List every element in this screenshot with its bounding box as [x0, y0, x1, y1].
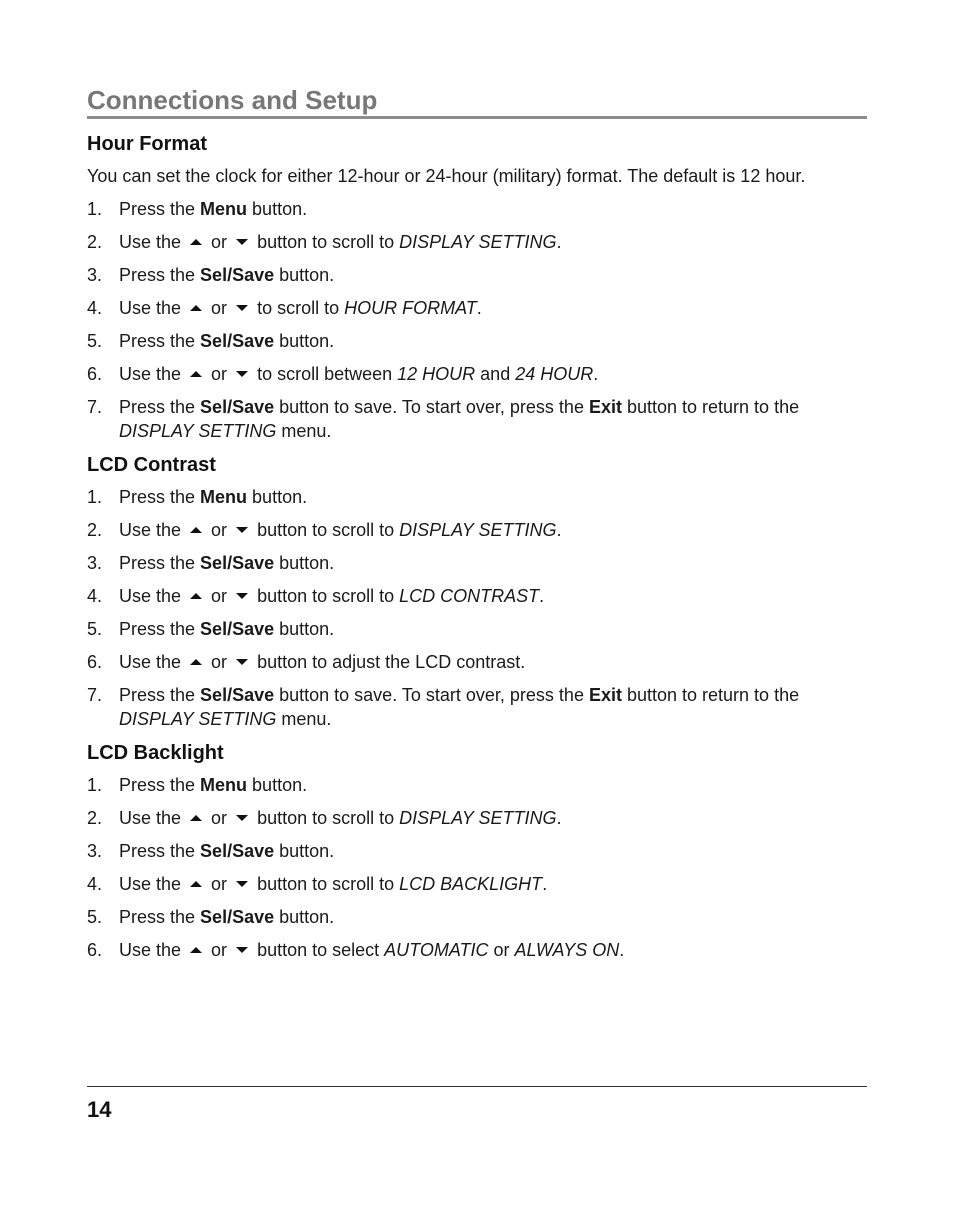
step-number: 6. [87, 652, 103, 672]
steps-list [87, 197, 867, 443]
step-item [87, 197, 867, 221]
text: Use the [119, 364, 182, 384]
text: Press the [119, 331, 201, 351]
chapter-title: Connections and Setup [87, 85, 378, 115]
intro-paragraph: You can set the clock for either 12-hour or 24-hour (military) format. The default is 12 hour. [87, 166, 806, 186]
down-triangle-icon [236, 305, 248, 311]
text: Press the [119, 841, 201, 861]
text: button. [274, 619, 335, 639]
step-text [119, 263, 867, 287]
text: button to return to the [621, 397, 800, 417]
menu-option: ALWAYS ON [514, 940, 620, 960]
text: or [211, 520, 228, 540]
button-name: Sel/Save [200, 907, 275, 927]
text: . [476, 298, 482, 318]
section-hour-format [87, 131, 867, 443]
menu-option: AUTOMATIC [384, 940, 489, 960]
text: Press the [119, 265, 201, 285]
up-triangle-icon [190, 593, 202, 599]
menu-name: DISPLAY SETTING [399, 808, 557, 828]
text: . [556, 808, 562, 828]
menu-name: LCD CONTRAST [399, 586, 540, 606]
up-triangle-icon [190, 527, 202, 533]
text: Use the [119, 520, 182, 540]
step-number: 4. [87, 874, 103, 894]
step-item [87, 395, 867, 443]
down-triangle-icon [236, 239, 248, 245]
step-text [119, 296, 867, 320]
section-heading: Hour Format [87, 133, 207, 155]
step-text [119, 938, 867, 962]
button-name: Sel/Save [200, 331, 275, 351]
down-triangle-icon [236, 815, 248, 821]
down-triangle-icon [236, 881, 248, 887]
text: button to return to the [621, 685, 800, 705]
text: button to scroll to [257, 808, 400, 828]
step-text [119, 617, 867, 641]
step-item [87, 806, 867, 830]
button-name: Sel/Save [200, 553, 275, 573]
menu-name: DISPLAY SETTING [119, 421, 277, 441]
text: . [539, 586, 545, 606]
text: Press the [119, 907, 201, 927]
text: Use the [119, 298, 182, 318]
step-item [87, 905, 867, 929]
text: Press the [119, 775, 201, 795]
up-triangle-icon [190, 815, 202, 821]
text: button to scroll to [257, 232, 400, 252]
footer-rule [87, 1086, 867, 1087]
up-triangle-icon [190, 305, 202, 311]
down-triangle-icon [236, 371, 248, 377]
menu-name: LCD BACKLIGHT [399, 874, 543, 894]
text: or [211, 874, 228, 894]
step-text [119, 872, 867, 896]
button-name: Menu [200, 775, 248, 795]
step-item [87, 329, 867, 353]
step-text [119, 518, 867, 542]
text: button. [247, 199, 308, 219]
text: button to save. To start over, press the [274, 397, 589, 417]
down-triangle-icon [236, 527, 248, 533]
menu-name: DISPLAY SETTING [399, 520, 557, 540]
text: or [211, 364, 228, 384]
button-name: Sel/Save [200, 841, 275, 861]
section-lcd-contrast [87, 452, 867, 731]
button-name: Menu [200, 487, 248, 507]
text: button to select [257, 940, 385, 960]
section-heading: LCD Backlight [87, 742, 224, 764]
steps-list [87, 773, 867, 962]
text: button. [274, 841, 335, 861]
text: or [211, 652, 228, 672]
text: Press the [119, 487, 201, 507]
step-item [87, 773, 867, 797]
step-text [119, 773, 867, 797]
up-triangle-icon [190, 659, 202, 665]
text: button. [274, 553, 335, 573]
step-text [119, 329, 867, 353]
step-item [87, 485, 867, 509]
text: Use the [119, 652, 182, 672]
chapter-rule [87, 116, 867, 119]
text: or [211, 586, 228, 606]
step-text [119, 197, 867, 221]
button-name: Exit [588, 397, 622, 417]
button-name: Sel/Save [200, 265, 275, 285]
menu-name: DISPLAY SETTING [119, 709, 277, 729]
step-text [119, 839, 867, 863]
text: Press the [119, 553, 201, 573]
section-heading: LCD Contrast [87, 454, 216, 476]
text: and [475, 364, 516, 384]
step-item [87, 362, 867, 386]
button-name: Sel/Save [200, 685, 275, 705]
text: Use the [119, 808, 182, 828]
step-number: 3. [87, 553, 103, 573]
step-number: 2. [87, 232, 103, 252]
text: button. [274, 907, 335, 927]
text: Use the [119, 940, 182, 960]
text: or [211, 298, 228, 318]
step-item [87, 650, 867, 674]
step-number: 7. [87, 685, 103, 705]
step-text [119, 806, 867, 830]
step-text [119, 395, 867, 443]
text: to scroll between [257, 364, 398, 384]
text: . [542, 874, 548, 894]
step-item [87, 872, 867, 896]
up-triangle-icon [190, 881, 202, 887]
text: Use the [119, 586, 182, 606]
step-number: 3. [87, 265, 103, 285]
up-triangle-icon [190, 239, 202, 245]
menu-option: 12 HOUR [397, 364, 476, 384]
text: menu. [276, 421, 332, 441]
step-number: 6. [87, 940, 103, 960]
down-triangle-icon [236, 947, 248, 953]
step-text [119, 362, 867, 386]
step-number: 6. [87, 364, 103, 384]
page-number: 14 [87, 1097, 112, 1122]
text: Use the [119, 874, 182, 894]
step-number: 2. [87, 520, 103, 540]
step-item [87, 551, 867, 575]
text: or [211, 940, 228, 960]
step-number: 3. [87, 841, 103, 861]
text: button to scroll to [257, 874, 400, 894]
step-item [87, 518, 867, 542]
step-text [119, 485, 867, 509]
text: . [619, 940, 625, 960]
section-lcd-backlight [87, 740, 867, 962]
text: button to scroll to [257, 520, 400, 540]
step-number: 1. [87, 199, 103, 219]
step-text [119, 905, 867, 929]
button-name: Sel/Save [200, 619, 275, 639]
text: button to scroll to [257, 586, 400, 606]
up-triangle-icon [190, 371, 202, 377]
step-text [119, 230, 867, 254]
text: button to save. To start over, press the [274, 685, 589, 705]
down-triangle-icon [236, 659, 248, 665]
step-number: 4. [87, 586, 103, 606]
step-text [119, 650, 867, 674]
text: button. [247, 487, 308, 507]
text: or [488, 940, 515, 960]
step-text [119, 584, 867, 608]
menu-option: 24 HOUR [515, 364, 594, 384]
step-item [87, 230, 867, 254]
text: or [211, 232, 228, 252]
text: to scroll to [257, 298, 345, 318]
text: or [211, 808, 228, 828]
text: Press the [119, 199, 201, 219]
text: . [556, 232, 562, 252]
manual-page [87, 84, 867, 971]
text: Press the [119, 619, 201, 639]
text: . [593, 364, 599, 384]
text: menu. [276, 709, 332, 729]
step-text [119, 551, 867, 575]
button-name: Menu [200, 199, 248, 219]
text: Press the [119, 685, 201, 705]
text: Press the [119, 397, 201, 417]
step-number: 1. [87, 775, 103, 795]
text: button. [274, 265, 335, 285]
steps-list [87, 485, 867, 731]
step-text [119, 683, 867, 731]
down-triangle-icon [236, 593, 248, 599]
button-name: Exit [588, 685, 622, 705]
step-number: 7. [87, 397, 103, 417]
text: . [556, 520, 562, 540]
step-item [87, 584, 867, 608]
text: button. [274, 331, 335, 351]
step-number: 5. [87, 331, 103, 351]
text: Use the [119, 232, 182, 252]
step-item [87, 839, 867, 863]
step-item [87, 296, 867, 320]
step-item [87, 938, 867, 962]
step-number: 5. [87, 907, 103, 927]
up-triangle-icon [190, 947, 202, 953]
step-item [87, 617, 867, 641]
menu-name: DISPLAY SETTING [399, 232, 557, 252]
step-item [87, 263, 867, 287]
step-number: 1. [87, 487, 103, 507]
text: button to adjust the LCD contrast. [257, 652, 526, 672]
step-item [87, 683, 867, 731]
menu-name: HOUR FORMAT [344, 298, 477, 318]
step-number: 2. [87, 808, 103, 828]
step-number: 4. [87, 298, 103, 318]
step-number: 5. [87, 619, 103, 639]
text: button. [247, 775, 308, 795]
button-name: Sel/Save [200, 397, 275, 417]
